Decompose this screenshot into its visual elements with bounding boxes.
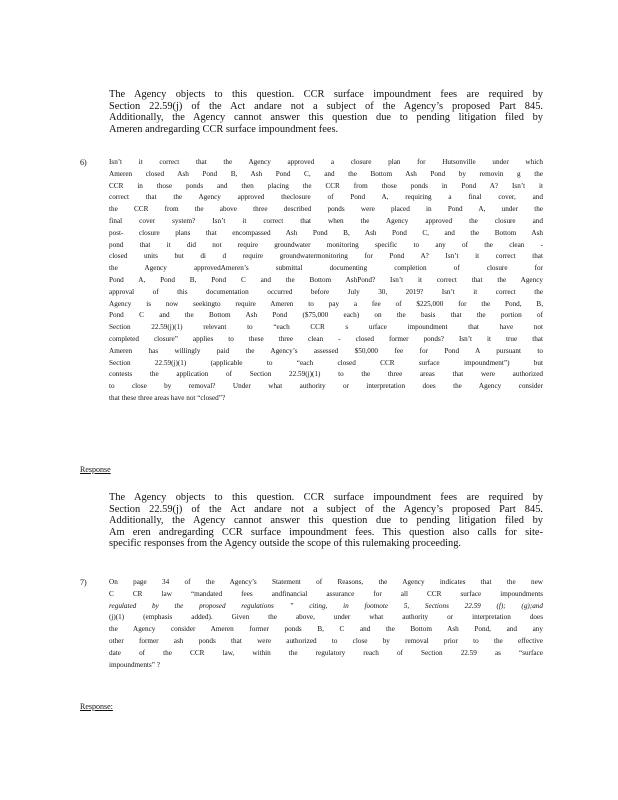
- text-line: Pond A, Pond B, Pond C and the Bottom AshPond? Isn’t it correct that the Agency: [109, 275, 543, 284]
- text-line: correct that the Agency approved theclosure of Pond A, requiring a final cover, and: [109, 193, 543, 202]
- text-line: On page 34 of the Agency’s Statement of Reasons, the Agency indicates that the new: [109, 578, 543, 586]
- text-line: pond that it did not require groundwater monitoring specific to any of the clean -: [109, 240, 543, 249]
- agency-objection-paragraph-1: [109, 89, 543, 135]
- question-number-6: 6): [80, 158, 87, 167]
- text-line: closed units but di d require groundwatermonitoring for Pond A? Isn’t it correct that: [109, 252, 543, 261]
- text-line: approval of this documentation occurred before July 30, 2019? Isn’t it correct the: [109, 287, 543, 296]
- question-number-7: 7): [80, 578, 87, 587]
- text-line: Agency is now seekingto require Ameren to pay a fee of $225,000 for the Pond, B,: [109, 299, 543, 308]
- text-line: regulated by the proposed regulations ” citing, in footnote 5, Sections 22.59 (f); (g);and: [109, 601, 543, 610]
- text-line: Section 22.59(j) of the Act andare not a subject of the Agency’s proposed Part 845.: [109, 100, 543, 112]
- response-label-6: Response: [80, 465, 111, 474]
- text-line: completed closure” applies to these three clean - closed former ponds? Isn’t it true that: [109, 334, 543, 343]
- text-line: The Agency objects to this question. CCR surface impoundment fees are required by: [109, 89, 543, 100]
- text-line: Additionally, the Agency cannot answer this question due to pending litigation filed by: [109, 112, 543, 124]
- text-line: Section 22.59(j)(1) (applicable to “each closed CCR surface impoundment”) but: [109, 358, 543, 367]
- text-line: other former ash ponds that were authorized to close by removal prior to the effective: [109, 636, 543, 645]
- question-6-text: [109, 157, 543, 405]
- text-line: final cover system? Isn’t it correct that when the Agency approved the closure and: [109, 216, 543, 225]
- text-line: the Agency consider Ameren former ponds B, C and the Bottom Ash Pond, and any: [109, 625, 543, 634]
- response-label-7: Response:: [80, 702, 113, 711]
- text-line: C CR law “mandated fees andfinancial assurance for all CCR surface impoundments: [109, 589, 543, 598]
- text-line: The Agency objects to this question. CCR surface impoundment fees are required by: [109, 492, 543, 503]
- text-line: Am eren andregarding CCR surface impoundment fees. This question also calls for site-: [109, 526, 543, 538]
- text-line: to close by removal? Under what authority or interpretation does the Agency consider: [109, 382, 543, 391]
- text-line: the CCR from the above three described ponds were placed in Pond A, under the: [109, 205, 543, 214]
- text-line: the Agency approvedAmeren’s submittal documenting completion of closure for: [109, 264, 543, 273]
- text-line: Isn’t it correct that the Agency approved a closure plan for Hutsonville under which: [109, 158, 543, 166]
- text-line: Ameren closed Ash Pond B, Ash Pond C, and the Bottom Ash Pond by removin g the: [109, 169, 543, 178]
- text-line: (j)(1) (emphasis added). Given the above, under what authority or interpretation does: [109, 613, 543, 622]
- text-line: specific responses from the Agency outside the scope of this rulemaking proceeding.: [109, 538, 462, 550]
- agency-objection-paragraph-2: [109, 492, 543, 550]
- text-line: contests the application of Section 22.59(j)(1) to the three areas that were authorized: [109, 370, 543, 379]
- text-line: that these three areas have not “closed”?: [109, 393, 226, 402]
- text-line: post- closure plans that encompassed Ash Pond B, Ash Pond C, and the Bottom Ash: [109, 228, 543, 237]
- text-line: Additionally, the Agency cannot answer this question due to pending litigation filed by: [109, 515, 543, 527]
- text-line: CCR in those ponds and then placing the CCR from those ponds in Pond A? Isn’t it: [109, 181, 543, 190]
- text-line: Ameren has willingly paid the Agency’s assessed $50,000 fee for Pond A pursuant to: [109, 346, 543, 355]
- text-line: Section 22.59(j) of the Act andare not a subject of the Agency’s proposed Part 845.: [109, 503, 543, 515]
- question-7-text: [109, 577, 543, 671]
- text-line: date of the CCR law, within the regulatory reach of Section 22.59 as “surface: [109, 648, 543, 657]
- text-line: Section 22.59(j)(1) relevant to “each CCR s urface impoundment that have not: [109, 323, 543, 332]
- text-line: impoundments” ?: [109, 660, 160, 669]
- text-line: Ameren andregarding CCR surface impoundment fees.: [109, 123, 339, 135]
- text-line: Pond C and the Bottom Ash Pond ($75,000 each) on the basis that the portion of: [109, 311, 543, 320]
